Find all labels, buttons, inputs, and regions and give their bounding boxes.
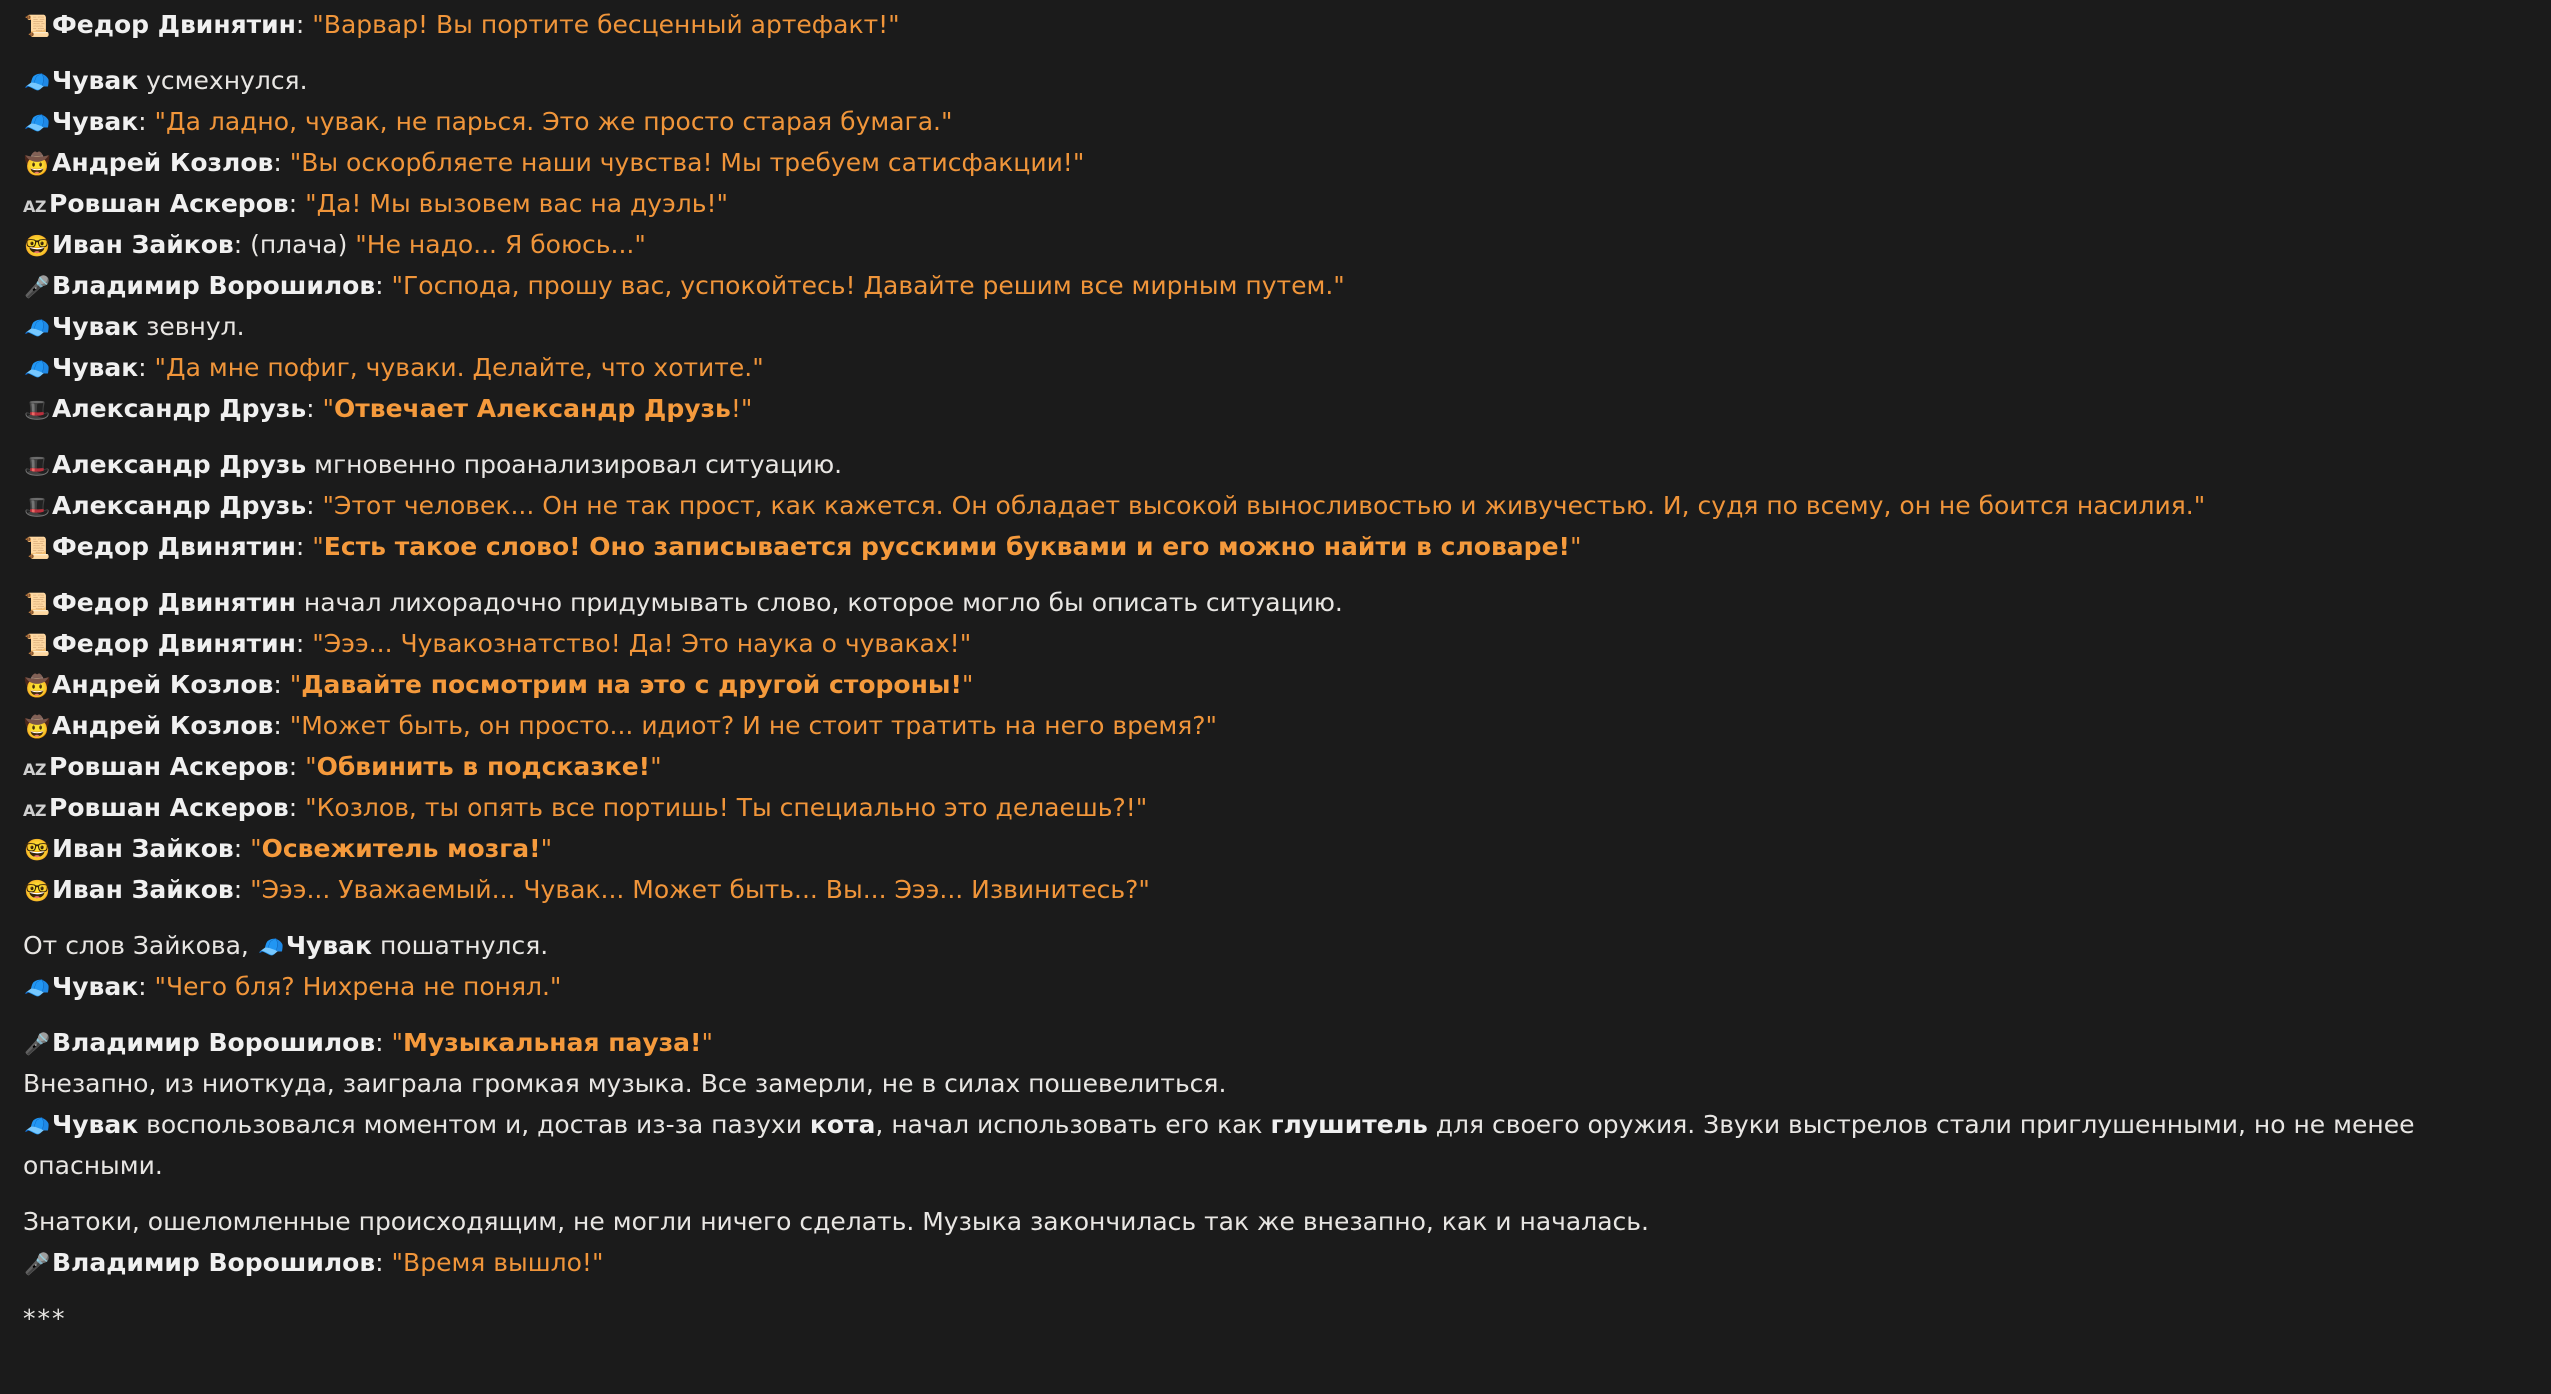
emphasis-text: кота [809, 1110, 876, 1139]
cap-icon: 🧢 [24, 316, 51, 340]
microphone-icon: 🎤 [24, 1032, 51, 1056]
message-line [23, 1063, 2513, 1104]
action-text: начал лихорадочно придумывать слово, которое могло бы описать ситуацию. [295, 588, 1343, 617]
top-hat-icon: 🎩 [24, 495, 51, 519]
message-line: 🎩Александр Друзь: "Этот человек... Он не так прост, как кажется. Он обладает высокой выносливостью и живучестью. И, судя по всему, он не боится насилия." [24, 491, 2206, 520]
message-line [23, 1298, 2513, 1339]
narration-text: воспользовался моментом и, достав из-за пазухи [138, 1110, 810, 1139]
speaker-name: Федор Двинятин [52, 532, 296, 561]
speaker-name: Федор Двинятин [52, 10, 296, 39]
message-line: 🤠Андрей Козлов: "Вы оскорбляете наши чувства! Мы требуем сатисфакции!" [24, 148, 1085, 177]
action-text: (плача) [242, 230, 356, 259]
quote-text [250, 834, 552, 863]
speaker-name: Ровшан Аскеров [49, 752, 289, 781]
speaker-name: Александр Друзь [52, 394, 307, 423]
quote-mark: " [1569, 532, 1582, 561]
message-line [23, 1104, 2513, 1145]
quote-text: "Козлов, ты опять все портишь! Ты специально это делаешь?!" [305, 793, 1148, 822]
speaker-name: Чувак [52, 1110, 139, 1139]
quote-text [392, 1028, 713, 1057]
cap-icon: 🧢 [24, 357, 51, 381]
action-text: усмехнулся. [138, 66, 308, 95]
quote-text: "Да! Мы вызовем вас на дуэль!" [305, 189, 729, 218]
speaker-name: Ровшан Аскеров [49, 793, 289, 822]
quote-text: "Время вышло!" [391, 1248, 604, 1277]
quote-text: "Эээ... Чувакознатство! Да! Это наука о чуваках!" [312, 629, 972, 658]
microphone-icon: 🎤 [24, 275, 51, 299]
quote-mark: " [961, 670, 974, 699]
speaker-name: Чувак [52, 66, 139, 95]
message-line: 🧢Чувак: "Да мне пофиг, чуваки. Делайте, что хотите." [24, 353, 764, 382]
action-text: зевнул. [138, 312, 245, 341]
cowboy-icon: 🤠 [24, 152, 51, 176]
speaker-name: Федор Двинятин [52, 629, 296, 658]
scroll-icon: 📜 [24, 592, 51, 616]
quote-text [312, 532, 1581, 561]
message-line: 📜Федор Двинятин: "Варвар! Вы портите бесценный артефакт!" [24, 10, 900, 39]
quote-text: "Может быть, он просто... идиот? И не стоит тратить на него время?" [289, 711, 1218, 740]
quote-text: "Эээ... Уважаемый... Чувак... Может быть... Вы... Эээ... Извинитесь?" [250, 875, 1150, 904]
action-text: мгновенно проанализировал ситуацию. [306, 450, 843, 479]
speaker-name: Владимир Ворошилов [52, 1028, 376, 1057]
message-line [23, 306, 2513, 347]
message-line: 🎩Александр Друзь: "Отвечает Александр Друзь!" [24, 394, 753, 423]
quote-mark: " [540, 834, 553, 863]
cowboy-icon: 🤠 [24, 715, 51, 739]
quote-mark: " [250, 834, 262, 863]
message-line: AZ Ровшан Аскеров: "Да! Мы вызовем вас на дуэль!" [23, 189, 729, 218]
message-line: 🤓Иван Зайков: "Освежитель мозга!" [24, 834, 553, 863]
action-text: пошатнулся. [372, 931, 549, 960]
narration-text: для своего оружия. Звуки выстрелов стали приглушенными, но не менее [1427, 1110, 2415, 1139]
az-flag-icon: AZ [23, 760, 46, 779]
quote-bold: Обвинить в подсказке! [316, 752, 651, 781]
quote-bold: Давайте посмотрим на это с другой стороны! [301, 670, 962, 699]
quote-mark: !" [730, 394, 753, 423]
cap-icon: 🧢 [258, 935, 285, 959]
message-line: 🤠Андрей Козлов: "Давайте посмотрим на это с другой стороны!" [24, 670, 974, 699]
quote-text: "Вы оскорбляете наши чувства! Мы требуем сатисфакции!" [289, 148, 1085, 177]
message-line [23, 925, 2513, 966]
quote-text: "Чего бля? Нихрена не понял." [154, 972, 562, 1001]
cap-icon: 🧢 [24, 976, 51, 1000]
quote-bold: Музыкальная пауза! [403, 1028, 702, 1057]
speaker-name: Александр Друзь [52, 450, 307, 479]
message-line [23, 582, 2513, 623]
quote-bold: Есть такое слово! Оно записывается русскими буквами и его можно найти в словаре! [323, 532, 1570, 561]
quote-text: "Варвар! Вы портите бесценный артефакт!" [312, 10, 900, 39]
scroll-icon: 📜 [24, 633, 51, 657]
speaker-name: Александр Друзь [52, 491, 307, 520]
speaker-name: Федор Двинятин [52, 588, 296, 617]
cap-icon: 🧢 [24, 1114, 51, 1138]
message-line [23, 444, 2513, 485]
message-line: 🎤Владимир Ворошилов: "Время вышло!" [24, 1248, 604, 1277]
scroll-icon: 📜 [24, 14, 51, 38]
quote-text: "Этот человек... Он не так прост, как кажется. Он обладает высокой выносливостью и живучестью. И, судя по всему, он не боится насилия." [322, 491, 2206, 520]
speaker-name: Иван Зайков [52, 834, 234, 863]
quote-text [323, 394, 753, 423]
speaker-name: Иван Зайков [52, 230, 234, 259]
speaker-name: Владимир Ворошилов [52, 1248, 376, 1277]
quote-mark: " [650, 752, 662, 781]
speaker-name: Чувак [52, 107, 139, 136]
quote-bold: Отвечает Александр Друзь [334, 394, 731, 423]
narration-text: Знатоки, ошеломленные происходящим, не могли ничего сделать. Музыка закончилась так же внезапно, как и началась. [23, 1207, 1649, 1236]
nerd-face-icon: 🤓 [24, 838, 51, 862]
narration-text: опасными. [23, 1151, 163, 1180]
message-line [23, 1201, 2513, 1242]
top-hat-icon: 🎩 [24, 398, 51, 422]
quote-mark: " [305, 752, 317, 781]
speaker-name: Андрей Козлов [52, 148, 274, 177]
message-line: AZ Ровшан Аскеров: "Козлов, ты опять все портишь! Ты специально это делаешь?!" [23, 793, 1148, 822]
message-line [23, 1145, 2513, 1186]
quote-text [290, 670, 974, 699]
speaker-name: Чувак [52, 972, 139, 1001]
quote-mark: " [322, 394, 335, 423]
message-line: 🤠Андрей Козлов: "Может быть, он просто... идиот? И не стоит тратить на него время?" [24, 711, 1218, 740]
speaker-name: Чувак [52, 312, 139, 341]
speaker-name: Андрей Козлов [52, 670, 274, 699]
speaker-name: Чувак [52, 353, 139, 382]
section-divider: *** [23, 1304, 67, 1333]
message-line: 🤓Иван Зайков: "Эээ... Уважаемый... Чувак... Может быть... Вы... Эээ... Извинитесь?" [24, 875, 1150, 904]
message-line [23, 60, 2513, 101]
cowboy-icon: 🤠 [24, 674, 51, 698]
top-hat-icon: 🎩 [24, 454, 51, 478]
quote-text [305, 752, 662, 781]
quote-bold: Освежитель мозга! [261, 834, 541, 863]
microphone-icon: 🎤 [24, 1252, 51, 1276]
quote-text: "Господа, прошу вас, успокойтесь! Давайте решим все мирным путем." [391, 271, 1345, 300]
quote-text: "Да ладно, чувак, не парься. Это же просто старая бумага." [154, 107, 953, 136]
cap-icon: 🧢 [24, 70, 51, 94]
speaker-name: Чувак [285, 931, 372, 960]
message-line: 📜Федор Двинятин: "Эээ... Чувакознатство! Да! Это наука о чуваках!" [24, 629, 972, 658]
quote-mark: " [289, 670, 302, 699]
message-line: 🧢Чувак: "Чего бля? Нихрена не понял." [24, 972, 562, 1001]
message-line: 🎤Владимир Ворошилов: "Господа, прошу вас, успокойтесь! Давайте решим все мирным путем." [24, 271, 1345, 300]
message-line: 🤓Иван Зайков: (плача) "Не надо... Я боюсь..." [24, 230, 646, 259]
speaker-name: Ровшан Аскеров [49, 189, 289, 218]
nerd-face-icon: 🤓 [24, 879, 51, 903]
narration-text: От слов Зайкова, [23, 931, 257, 960]
speaker-name: Андрей Козлов [52, 711, 274, 740]
az-flag-icon: AZ [23, 197, 46, 216]
emphasis-text: глушитель [1270, 1110, 1428, 1139]
az-flag-icon: AZ [23, 801, 46, 820]
cap-icon: 🧢 [24, 111, 51, 135]
quote-text: "Да мне пофиг, чуваки. Делайте, что хотите." [154, 353, 764, 382]
message-line: 📜Федор Двинятин: "Есть такое слово! Оно записывается русскими буквами и его можно найти в словаре!" [24, 532, 1582, 561]
quote-text: "Не надо... Я боюсь..." [355, 230, 646, 259]
narration-text: , начал использовать его как [875, 1110, 1271, 1139]
quote-mark: " [391, 1028, 404, 1057]
message-line: 🎤Владимир Ворошилов: "Музыкальная пауза!" [24, 1028, 713, 1057]
scroll-icon: 📜 [24, 536, 51, 560]
quote-mark: " [701, 1028, 713, 1057]
speaker-name: Владимир Ворошилов [52, 271, 376, 300]
message-line: 🧢Чувак: "Да ладно, чувак, не парься. Это же просто старая бумага." [24, 107, 953, 136]
narration-text: Внезапно, из ниоткуда, заиграла громкая музыка. Все замерли, не в силах пошевелиться. [23, 1069, 1227, 1098]
message-line: AZ Ровшан Аскеров: "Обвинить в подсказке!" [23, 752, 662, 781]
speaker-name: Иван Зайков [52, 875, 234, 904]
quote-mark: " [312, 532, 324, 561]
nerd-face-icon: 🤓 [24, 234, 51, 258]
